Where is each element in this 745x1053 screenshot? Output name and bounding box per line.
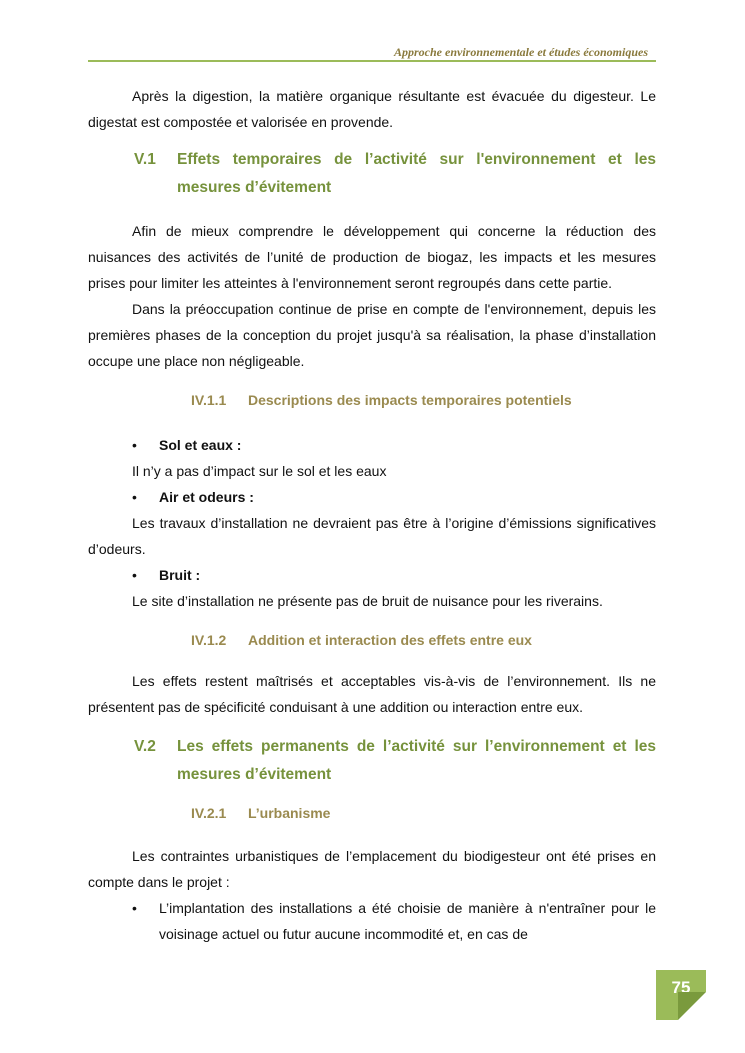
subsection-title: Descriptions des impacts temporaires potentiels <box>248 392 572 408</box>
list-item <box>88 895 656 947</box>
impact-label: Bruit : <box>159 567 201 583</box>
impact-label: Air et odeurs : <box>159 489 254 505</box>
bullet-icon: • <box>132 567 137 583</box>
page-number-badge <box>656 970 706 1020</box>
running-header: Approche environnementale et études économiques <box>394 45 648 59</box>
subsection-heading-1-2 <box>88 630 656 650</box>
paragraph-preoccupation: Dans la préoccupation continue de prise en compte de l'environnement, depuis les premières phases de la conception du projet jusqu'à sa réalisation, la phase d’installation occupe une place non négligeable. <box>88 301 656 369</box>
subsection-number: IV.1.1 <box>191 392 227 408</box>
section-title: Effets temporaires de l’activité sur l'environnement et les mesures d’évitement <box>177 151 656 196</box>
section-number: V.1 <box>134 151 156 168</box>
subsection-number: IV.2.1 <box>191 805 227 821</box>
impacts-list <box>88 432 656 614</box>
header-rule <box>88 60 656 62</box>
list-item <box>88 432 656 458</box>
subsection-heading-2-1 <box>88 803 656 823</box>
subsection-title: Addition et interaction des effets entre eux <box>248 632 532 648</box>
section-title: Les effets permanents de l’activité sur l’environnement et les mesures d’évitement <box>177 738 656 783</box>
bullet-icon: • <box>132 900 137 916</box>
bullet-icon: • <box>132 489 137 505</box>
paragraph-digestion: Après la digestion, la matière organique résultante est évacuée du digesteur. Le digestat est compostée et valorisée en provende. <box>88 88 656 130</box>
subsection-number: IV.1.2 <box>191 632 227 648</box>
section-heading-v2 <box>88 733 656 789</box>
paragraph-intro: Afin de mieux comprendre le développement qui concerne la réduction des nuisances des activités de l’unité de production de biogaz, les impacts et les mesures prises pour limiter les atteintes à l'environnement seront regroupés dans cette partie. <box>88 223 656 291</box>
paragraph-effects: Les effets restent maîtrisés et acceptables vis-à-vis de l’environnement. Ils ne présentent pas de spécificité conduisant à une addition ou interaction entre eux. <box>88 673 656 715</box>
bullet-text: L’implantation des installations a été choisie de manière à n'entraîner pour le voisinage actuel ou futur aucune incommodité et, en cas de <box>159 900 656 942</box>
subsection-title: L’urbanisme <box>248 805 331 821</box>
list-item <box>88 484 656 510</box>
page-fold-corner <box>678 992 706 1020</box>
subsection-heading-1-1 <box>88 390 656 410</box>
list-item <box>88 562 656 588</box>
bullet-icon: • <box>132 437 137 453</box>
section-heading-v1 <box>88 146 656 202</box>
page-number: 75 <box>671 978 691 997</box>
impact-text: Les travaux d’installation ne devraient pas être à l’origine d’émissions significatives d’odeurs. <box>88 515 656 557</box>
impact-text: Le site d’installation ne présente pas de bruit de nuisance pour les riverains. <box>132 593 603 609</box>
impact-text: Il n’y a pas d’impact sur le sol et les eaux <box>132 463 387 479</box>
page-content <box>88 83 656 947</box>
impact-label: Sol et eaux : <box>159 437 242 453</box>
section-number: V.2 <box>134 738 156 755</box>
paragraph-urbanism: Les contraintes urbanistiques de l’emplacement du biodigesteur ont été prises en compte dans le projet : <box>88 848 656 890</box>
